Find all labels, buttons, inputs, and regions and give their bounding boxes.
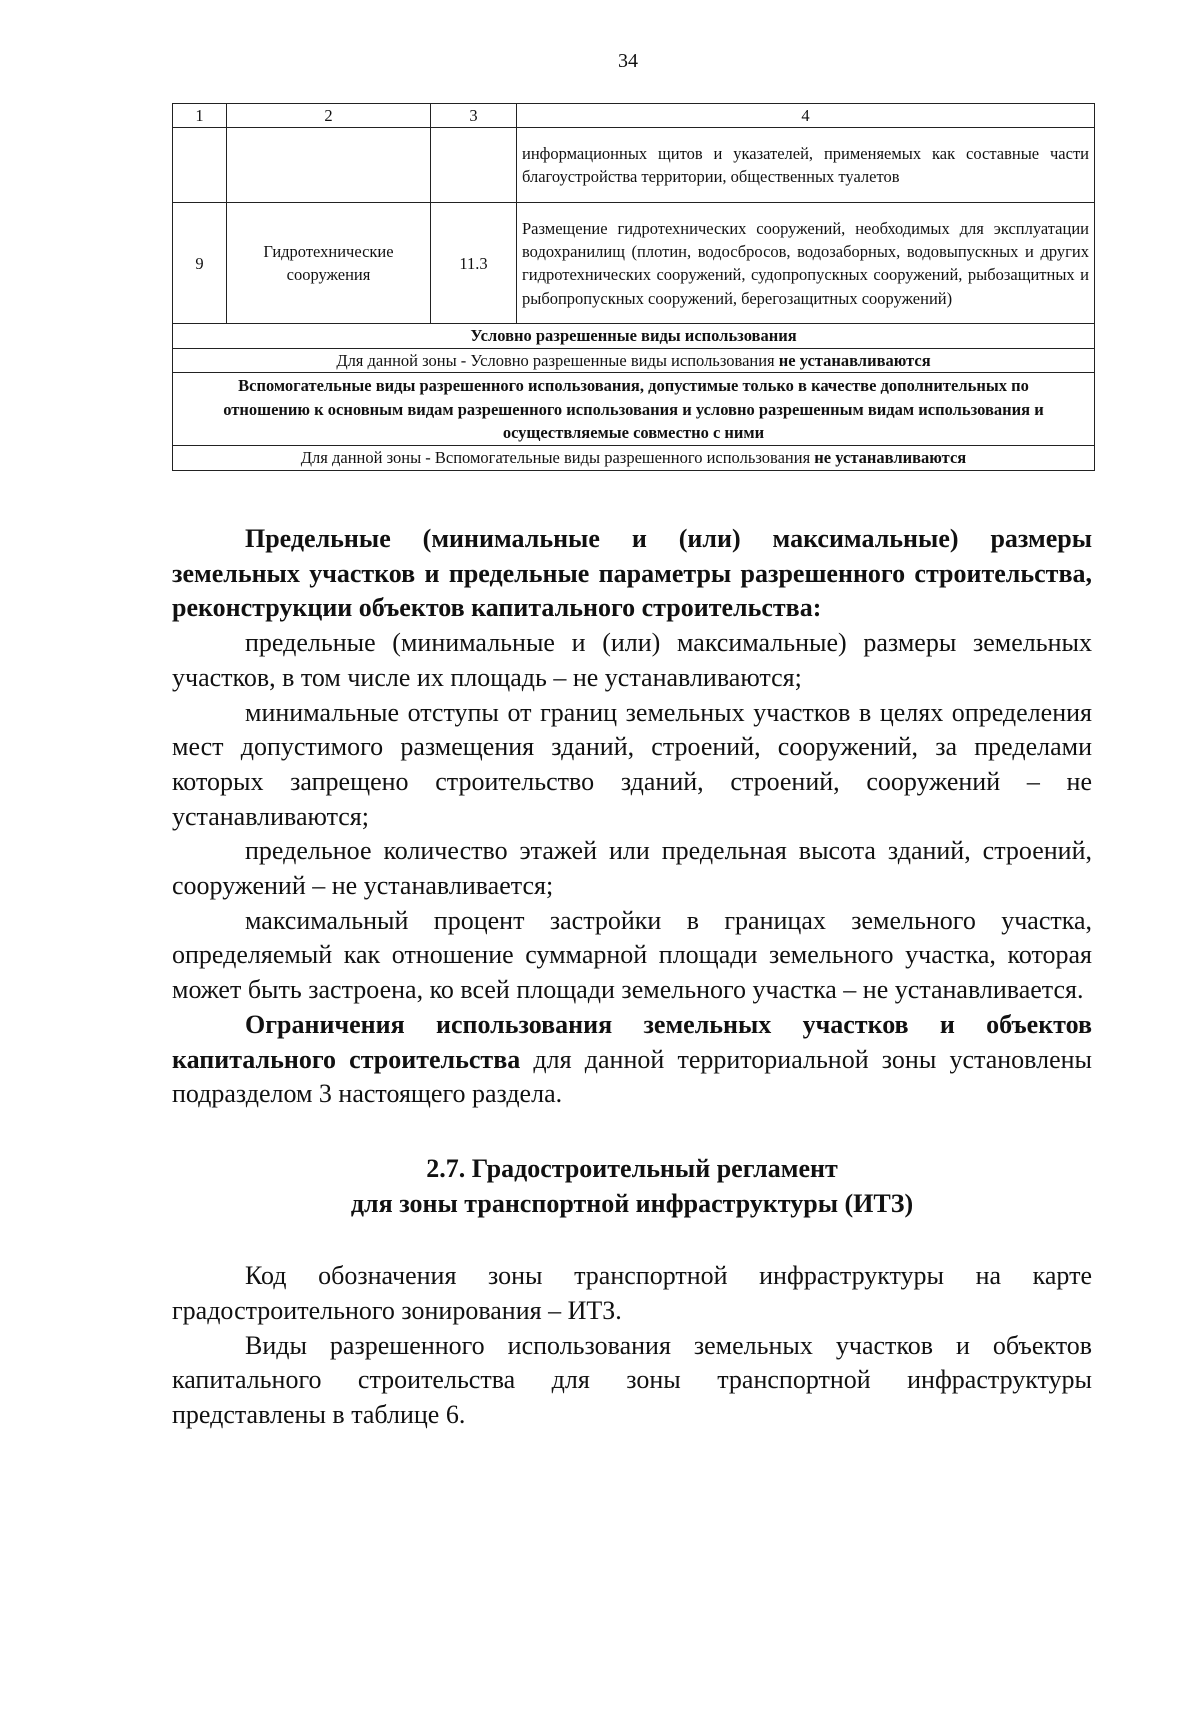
use-type-code: 11.3 — [431, 203, 517, 324]
paragraph: предельные (минимальные и (или) максимальные) размеры земельных участков, в том числе их площадь – не устанавливаются; — [172, 628, 1092, 692]
note-text: Для данной зоны - Условно разрешенные виды использования — [336, 350, 779, 370]
table-header-cell: 2 — [227, 104, 431, 128]
paragraph: Виды разрешенного использования земельных участков и объектов капитального строительства для зоны транспортной инфраструктуры представлены в таблице 6. — [172, 1330, 1092, 1430]
note-emphasis: не устанавливаются — [778, 350, 931, 370]
permitted-use-table — [172, 103, 1095, 471]
note-row — [173, 348, 1095, 372]
table-header-row — [173, 104, 1095, 128]
conditional-uses-note — [173, 348, 1095, 372]
main-text — [172, 522, 1092, 1433]
table-header-cell: 4 — [517, 104, 1095, 128]
section-title-row — [173, 373, 1095, 446]
paragraph: предельное количество этажей или предельная высота зданий, строений, сооружений – не устанавливается; — [172, 836, 1092, 901]
restrictions-paragraph — [172, 1008, 1092, 1112]
note-row — [173, 446, 1095, 470]
table-header-cell: 1 — [173, 104, 227, 128]
table-cell — [431, 128, 517, 203]
paragraph: максимальный процент застройки в границах земельного участка, определяемый как отношение суммарной площади земельного участка, которая может быть застроена, ко всей площади земельного участка – не устанавливается. — [172, 905, 1092, 1005]
use-type-name: Гидротехнические сооружения — [227, 203, 431, 324]
section-title-line1: 2.7. Градостроительный регламент — [426, 1153, 838, 1183]
section-title-row — [173, 324, 1095, 348]
section-title — [172, 1152, 1092, 1221]
continuation-description: информационных щитов и указателей, применяемых как составные части благоустройства территории, общественных туалетов — [517, 128, 1095, 203]
page-number: 34 — [618, 50, 638, 72]
conditional-uses-title: Условно разрешенные виды использования — [173, 324, 1095, 348]
restrictions-rest: для данной территориальной зоны установлены подразделом 3 настоящего раздела. — [172, 1044, 1092, 1109]
table-row — [173, 128, 1095, 203]
paragraph: минимальные отступы от границ земельных участков в целях определения мест допустимого размещения зданий, строений, сооружений, за пределами которых запрещено строительство зданий, строений, сооружений – не устанавливаются; — [172, 697, 1092, 831]
table-cell — [227, 128, 431, 203]
note-text: Для данной зоны - Вспомогательные виды разрешенного использования — [300, 448, 815, 468]
section-title-line2: для зоны транспортной инфраструктуры (ИТЗ) — [350, 1188, 914, 1218]
paragraph: Код обозначения зоны транспортной инфраструктуры на карте градостроительного зонирования – ИТЗ. — [172, 1261, 1092, 1326]
auxiliary-uses-title: Вспомогательные виды разрешенного использования, допустимые только в качестве дополнительных по отношению к основным видам разрешенного использования и условно разрешенным видам использования и осуществляемые совместно с ними — [173, 373, 1095, 446]
note-emphasis: не устанавливаются — [814, 448, 967, 468]
restrictions-bold: Ограничения использования земельных участков и объектов капитального строительства — [172, 1009, 1092, 1074]
table-cell — [173, 128, 227, 203]
limits-heading: Предельные (минимальные и (или) максимальные) размеры земельных участков и предельные параметры разрешенного строительства, реконструкции объектов капитального строительства: — [172, 524, 1092, 623]
table-row — [173, 203, 1095, 324]
use-type-description: Размещение гидротехнических сооружений, необходимых для эксплуатации водохранилищ (плотин, водосбросов, водозаборных, водовыпускных и других гидротехнических сооружений, судопропускных сооружений, рыбозащитных и рыбопропускных сооружений, берегозащитных сооружений) — [517, 203, 1095, 324]
row-number: 9 — [173, 203, 227, 324]
table-header-cell: 3 — [431, 104, 517, 128]
auxiliary-uses-note — [173, 446, 1095, 470]
